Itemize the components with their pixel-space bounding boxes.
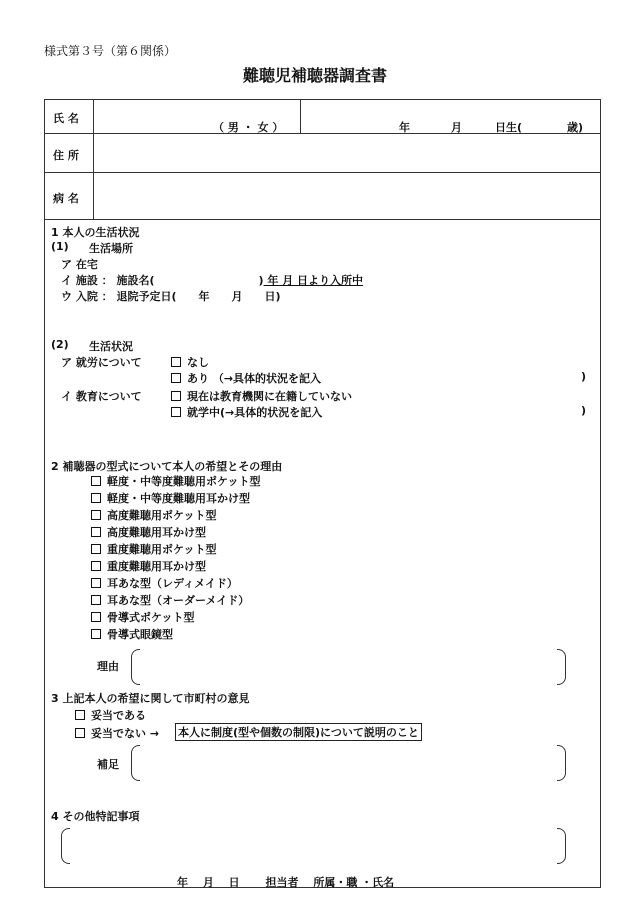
hearing-aid-type-option[interactable]: [91, 473, 260, 489]
living-facility: [61, 272, 363, 288]
form-number: 様式第３号（第６関係）: [44, 44, 177, 58]
opinion-valid[interactable]: [75, 707, 146, 723]
hearing-aid-type-option[interactable]: [91, 507, 216, 523]
hearing-aid-type-option[interactable]: [91, 524, 206, 540]
supplement-label: 補足: [97, 758, 119, 771]
facility-entry-date: 年 月 日より入所中: [263, 274, 364, 287]
explanation-note: 本人に制度(型や個数の制限)について説明のこと: [175, 723, 422, 741]
hearing-aid-type-option[interactable]: [91, 575, 238, 591]
birth-year: 年: [399, 121, 410, 134]
checkbox-icon[interactable]: [91, 561, 101, 571]
sex-choice[interactable]: （ 男 ・ 女 ）: [213, 121, 284, 134]
opinion-valid-label: 妥当である: [91, 709, 146, 722]
hearing-aid-type-label: 高度難聴用ポケット型: [107, 509, 217, 522]
hearing-aid-type-label: 耳あな型（レディメイド）: [107, 577, 238, 590]
living-home: ア 在宅: [61, 258, 98, 271]
opinion-invalid-label: 妥当でない →: [91, 727, 160, 740]
form-frame: [44, 99, 601, 888]
living-hospital: ウ 入院 ： 退院予定日( 年 月 日): [61, 290, 281, 303]
row-divider: [45, 219, 600, 220]
address-label: 住 所: [53, 149, 79, 162]
hearing-aid-type-option[interactable]: [91, 558, 206, 574]
section1-sub2-title: 生活状況: [89, 340, 133, 353]
reason-bracket-left: [131, 649, 140, 685]
checkbox-icon[interactable]: [171, 391, 181, 401]
work-option-none-label: なし: [187, 356, 209, 369]
reason-label: 理由: [97, 660, 119, 673]
birth-month: 月: [451, 121, 462, 134]
hearing-aid-type-option[interactable]: [91, 626, 173, 642]
checkbox-icon[interactable]: [91, 612, 101, 622]
hearing-aid-type-label: 軽度・中等度難聴用耳かけ型: [107, 492, 250, 505]
name-birth-divider: [300, 100, 301, 133]
education-option-enrolled-label: 就学中(→具体的状況を記入: [187, 406, 323, 419]
document-title: 難聴児補聴器調査書: [242, 66, 387, 85]
education-option-enrolled[interactable]: [171, 404, 322, 420]
section1-heading: 1 本人の生活状況: [51, 226, 140, 239]
section4-heading: 4 その他特記事項: [51, 810, 140, 823]
checkbox-icon[interactable]: [91, 578, 101, 588]
birth-day: 日生(: [495, 121, 523, 134]
hearing-aid-type-option[interactable]: [91, 541, 216, 557]
hearing-aid-type-label: 重度難聴用耳かけ型: [107, 560, 206, 573]
section1-sub1-number: (1): [51, 240, 69, 253]
work-option-yes[interactable]: [171, 370, 321, 386]
education-option-none[interactable]: [171, 388, 352, 404]
hearing-aid-type-label: 骨導式ポケット型: [107, 611, 195, 624]
label-column-divider: [93, 100, 94, 219]
section1-sub2-number: (2): [51, 338, 69, 351]
checkbox-icon[interactable]: [91, 476, 101, 486]
section3-heading: 3 上記本人の希望に関して市町村の意見: [51, 692, 250, 705]
checkbox-icon[interactable]: [75, 728, 85, 738]
remarks-bracket-left: [61, 828, 70, 864]
checkbox-icon[interactable]: [91, 595, 101, 605]
checkbox-icon[interactable]: [91, 510, 101, 520]
checkbox-icon[interactable]: [75, 710, 85, 720]
facility-name-close: ): [258, 274, 264, 287]
work-option-yes-label: あり （→具体的状況を記入: [187, 372, 322, 385]
education-option-none-label: 現在は教育機関に在籍していない: [187, 390, 352, 403]
education-label: イ 教育について: [61, 390, 142, 403]
facility-name-prefix: イ 施設 ： 施設名(: [61, 274, 155, 287]
checkbox-icon[interactable]: [171, 407, 181, 417]
remarks-bracket-right: [557, 828, 566, 864]
hearing-aid-type-option[interactable]: [91, 490, 250, 506]
checkbox-icon[interactable]: [171, 357, 181, 367]
work-close-paren: ): [581, 370, 587, 383]
hearing-aid-type-label: 重度難聴用ポケット型: [107, 543, 217, 556]
hearing-aid-type-option[interactable]: [91, 592, 249, 608]
age: 歳): [567, 121, 584, 134]
hearing-aid-type-label: 骨導式眼鏡型: [107, 628, 173, 641]
hearing-aid-type-label: 高度難聴用耳かけ型: [107, 526, 206, 539]
hearing-aid-type-label: 耳あな型（オーダーメイド）: [107, 594, 250, 607]
supplement-bracket-right: [557, 745, 566, 781]
section1-sub1-title: 生活場所: [89, 242, 133, 255]
section2-heading: 2 補聴器の型式について本人の希望とその理由: [51, 460, 283, 473]
name-label: 氏 名: [53, 112, 79, 125]
checkbox-icon[interactable]: [91, 527, 101, 537]
checkbox-icon[interactable]: [91, 629, 101, 639]
disease-label: 病 名: [53, 192, 79, 205]
row-divider: [45, 172, 600, 173]
reason-bracket-right: [557, 649, 566, 685]
hearing-aid-type-option[interactable]: [91, 609, 194, 625]
footer-signature-line: 年 月 日 担当者 所属・職 ・氏名: [177, 876, 395, 889]
checkbox-icon[interactable]: [91, 493, 101, 503]
hearing-aid-type-label: 軽度・中等度難聴用ポケット型: [107, 475, 261, 488]
work-label: ア 就労について: [61, 356, 142, 369]
education-close-paren: ): [581, 404, 587, 417]
work-option-none[interactable]: [171, 354, 209, 370]
opinion-invalid[interactable]: [75, 725, 159, 741]
checkbox-icon[interactable]: [91, 544, 101, 554]
supplement-bracket-left: [131, 745, 140, 781]
checkbox-icon[interactable]: [171, 373, 181, 383]
